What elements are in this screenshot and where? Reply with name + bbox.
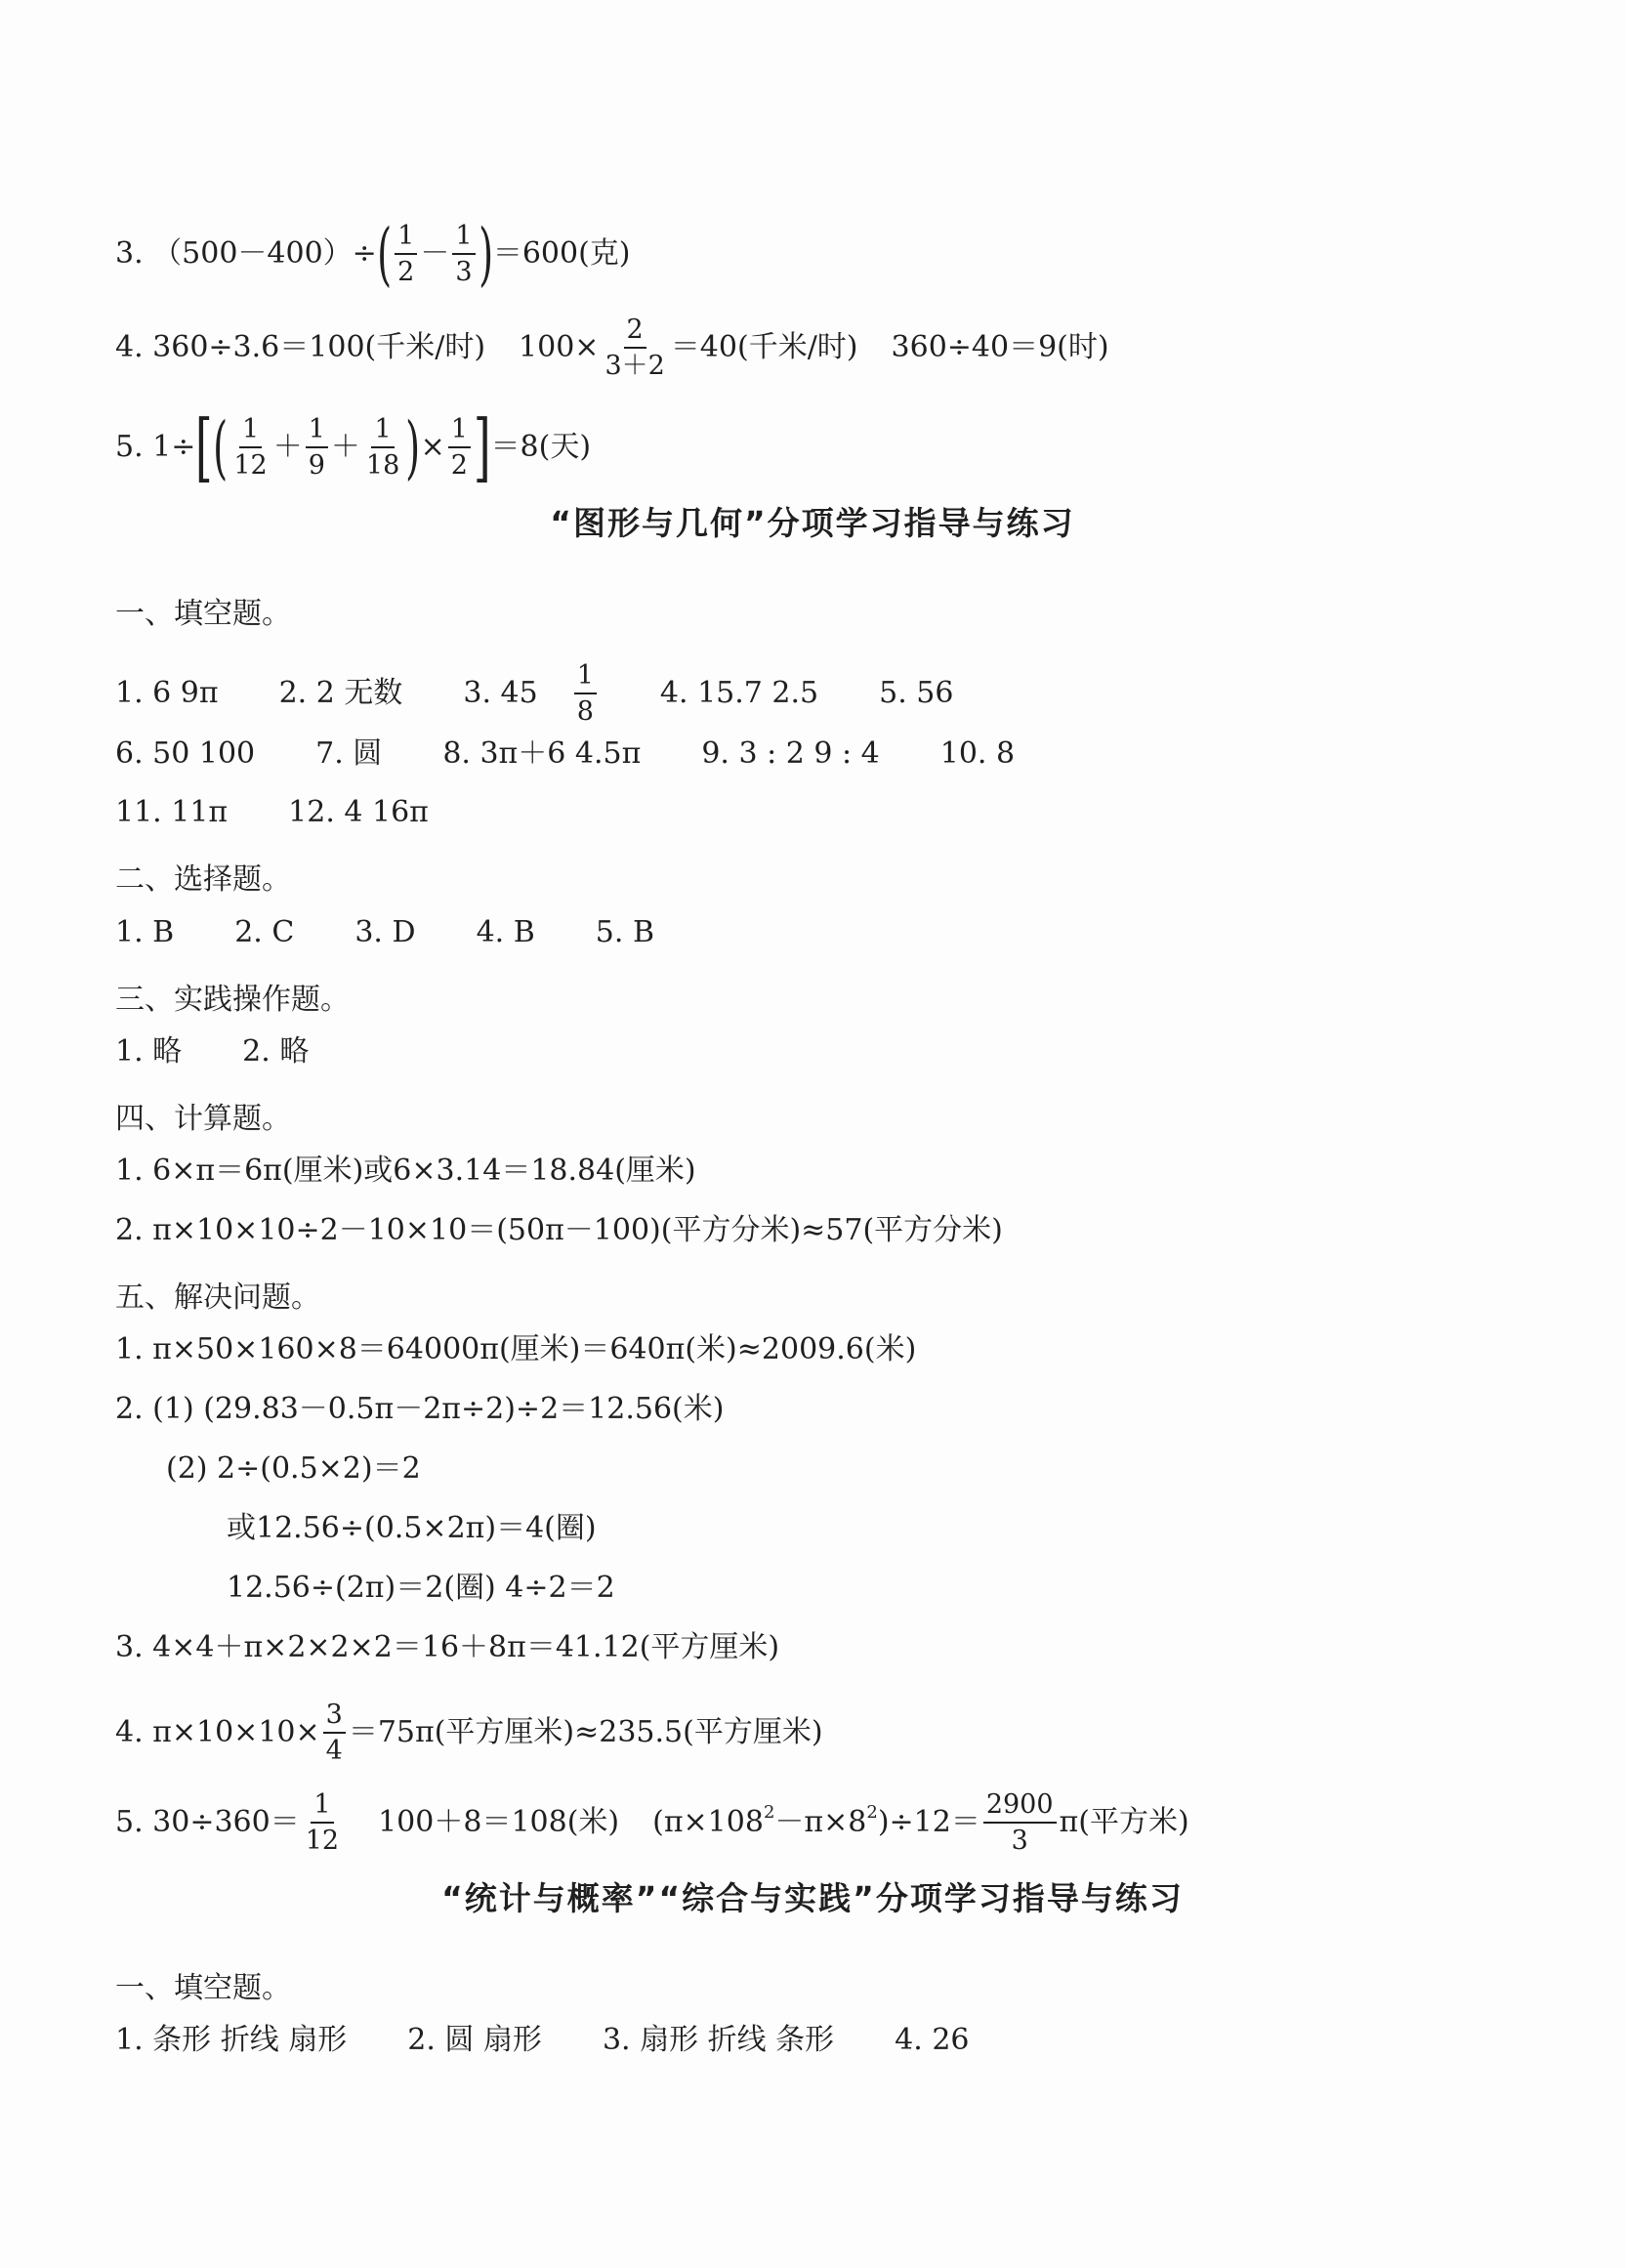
solve-heading: 五、解决问题。 bbox=[115, 1281, 320, 1315]
stats-fill-answers bbox=[115, 2024, 970, 2057]
solve-answer-4 bbox=[115, 1700, 823, 1766]
answer: 6. 50 100 bbox=[115, 736, 256, 771]
denominator: 3 bbox=[455, 257, 473, 287]
denominator: 3 bbox=[1011, 1826, 1028, 1856]
numerator: 2 bbox=[624, 315, 646, 349]
fraction bbox=[574, 660, 597, 727]
denominator: 4 bbox=[325, 1736, 343, 1766]
answer: 5. 56 bbox=[879, 676, 954, 710]
text: ＝8(天) bbox=[490, 430, 592, 464]
text: －π×8 bbox=[774, 1805, 867, 1839]
answer: 3. 扇形 折线 条形 bbox=[602, 2023, 835, 2057]
numerator: 1 bbox=[239, 414, 262, 448]
paren-left: ( bbox=[376, 214, 392, 294]
text: 5. 1÷ bbox=[115, 430, 196, 464]
exponent: 2 bbox=[866, 1802, 878, 1823]
answer: 2. 2 无数 bbox=[278, 676, 403, 710]
answer: 10. 8 bbox=[939, 736, 1016, 771]
solve-answer-3: 3. 4×4＋π×2×2×2＝16＋8π＝41.12(平方厘米) bbox=[115, 1630, 780, 1664]
text: 4. 360÷3.6＝100(千米/时) bbox=[115, 330, 486, 364]
stats-fill-heading: 一、填空题。 bbox=[115, 1971, 291, 2005]
fill-heading: 一、填空题。 bbox=[115, 597, 291, 631]
answer: 1. 条形 折线 扇形 bbox=[115, 2023, 348, 2057]
fraction bbox=[230, 414, 270, 481]
calc-answer-2: 2. π×10×10÷2－10×10＝(50π－100)(平方分米)≈57(平方分米) bbox=[115, 1213, 1003, 1247]
operator: ＋ bbox=[272, 430, 303, 464]
text: ＝75π(平方厘米)≈235.5(平方厘米) bbox=[348, 1715, 823, 1749]
solve-answer-1: 1. π×50×160×8＝64000π(厘米)＝640π(米)≈2009.6(米) bbox=[115, 1332, 917, 1366]
fill-answers-row-2 bbox=[115, 737, 1015, 771]
denominator: 3＋2 bbox=[604, 351, 665, 381]
text: 3. （500－400）÷ bbox=[115, 236, 377, 271]
answer: 4. B bbox=[476, 915, 535, 949]
solve-answer-2-1: 2. (1) (29.83－0.5π－2π÷2)÷2＝12.56(米) bbox=[115, 1392, 725, 1426]
bracket-left: [ bbox=[195, 403, 214, 490]
numerator: 1 bbox=[452, 221, 475, 255]
solve-answer-2-4: 12.56÷(2π)＝2(圈) 4÷2＝2 bbox=[227, 1571, 615, 1605]
solve-answer-5 bbox=[115, 1789, 1189, 1856]
bracket-right: ] bbox=[473, 403, 491, 490]
numerator: 1 bbox=[395, 221, 417, 255]
answer: 2. 略 bbox=[242, 1034, 310, 1069]
text: )÷12＝ bbox=[877, 1805, 980, 1839]
answer: 1. B bbox=[115, 915, 175, 949]
numerator: 1 bbox=[371, 414, 394, 448]
practice-heading: 三、实践操作题。 bbox=[115, 983, 350, 1017]
answer-line-3 bbox=[115, 214, 631, 294]
text: 5. 30÷360＝ bbox=[115, 1805, 300, 1839]
denominator: 8 bbox=[576, 696, 594, 727]
text: 360÷40＝9(时) bbox=[891, 330, 1109, 364]
operator: ＋ bbox=[330, 430, 360, 464]
text: ＝600(克) bbox=[492, 236, 631, 271]
numerator: 1 bbox=[448, 414, 471, 448]
numerator: 2900 bbox=[983, 1789, 1057, 1824]
solve-answer-2-3: 或12.56÷(0.5×2π)＝4(圈) bbox=[227, 1511, 597, 1545]
choice-answers bbox=[115, 916, 654, 949]
section-title-geometry: “图形与几何”分项学习指导与练习 bbox=[550, 504, 1075, 542]
numerator: 1 bbox=[306, 414, 328, 448]
answer: 4. 26 bbox=[895, 2023, 970, 2057]
fraction bbox=[602, 315, 667, 381]
fill-answers-row-3 bbox=[115, 796, 429, 829]
exponent: 2 bbox=[763, 1802, 775, 1823]
calc-answer-1: 1. 6×π＝6π(厘米)或6×3.14＝18.84(厘米) bbox=[115, 1154, 696, 1188]
paren-right: ) bbox=[478, 214, 493, 294]
fraction bbox=[363, 414, 402, 481]
denominator: 12 bbox=[233, 450, 268, 481]
answer: 3. 45 bbox=[463, 676, 538, 710]
answer: 11. 11π bbox=[115, 795, 229, 829]
answer: 8. 3π＋6 4.5π bbox=[442, 736, 642, 771]
numerator: 1 bbox=[574, 660, 597, 694]
operator: － bbox=[420, 236, 450, 271]
answer: 2. C bbox=[234, 915, 295, 949]
answer: 12. 4 16π bbox=[288, 795, 429, 829]
choice-heading: 二、选择题。 bbox=[115, 862, 291, 897]
paren-left: ( bbox=[213, 407, 229, 487]
answer: 9. 3 : 2 9 : 4 bbox=[701, 736, 880, 771]
text: ＝40(千米/时) bbox=[670, 330, 858, 364]
text: π(平方米) bbox=[1059, 1805, 1189, 1839]
answer: 3. D bbox=[354, 915, 416, 949]
solve-answer-2-2: (2) 2÷(0.5×2)＝2 bbox=[166, 1451, 421, 1486]
text: (π×108 bbox=[652, 1805, 764, 1839]
denominator: 2 bbox=[397, 257, 415, 287]
operator: × bbox=[420, 430, 445, 464]
answer-line-4 bbox=[115, 315, 1109, 381]
fraction bbox=[452, 221, 475, 287]
text: 4. π×10×10× bbox=[115, 1715, 320, 1749]
numerator: 3 bbox=[323, 1700, 346, 1734]
paren-right: ) bbox=[405, 407, 421, 487]
answer: 7. 圆 bbox=[315, 736, 383, 771]
numerator: 1 bbox=[311, 1789, 333, 1824]
denominator: 2 bbox=[450, 450, 468, 481]
answer: 5. B bbox=[595, 915, 654, 949]
fraction bbox=[323, 1700, 346, 1766]
answer: 2. 圆 扇形 bbox=[407, 2023, 542, 2057]
fill-answers-row-1 bbox=[115, 660, 953, 727]
fraction bbox=[303, 1789, 342, 1856]
denominator: 9 bbox=[308, 450, 325, 481]
text: 100＋8＝108(米) bbox=[378, 1805, 620, 1839]
answer-line-5 bbox=[115, 403, 592, 490]
fraction bbox=[983, 1789, 1057, 1856]
answer: 1. 6 9π bbox=[115, 676, 219, 710]
fraction bbox=[395, 221, 417, 287]
text: 100× bbox=[519, 330, 600, 364]
calc-heading: 四、计算题。 bbox=[115, 1102, 291, 1136]
practice-answers bbox=[115, 1035, 309, 1069]
denominator: 18 bbox=[365, 450, 400, 481]
answer: 4. 15.7 2.5 bbox=[659, 676, 819, 710]
section-title-statistics: “统计与概率”“综合与实践”分项学习指导与练习 bbox=[441, 1879, 1184, 1917]
answer: 1. 略 bbox=[115, 1034, 183, 1069]
denominator: 12 bbox=[305, 1826, 340, 1856]
fraction bbox=[448, 414, 471, 481]
fraction bbox=[306, 414, 328, 481]
